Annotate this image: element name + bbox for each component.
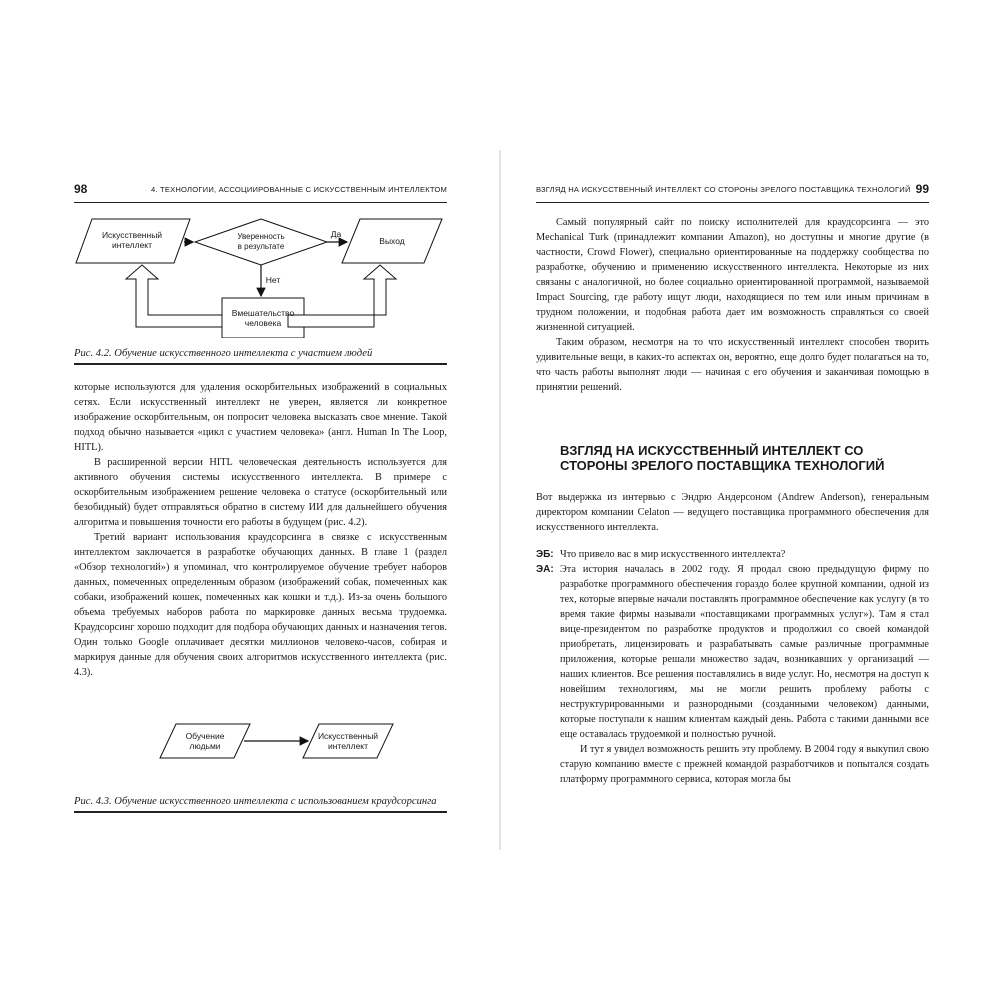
confidence-label: Уверенность в результате [237,232,285,251]
interview [536,547,929,787]
left-body [74,380,447,680]
right-page-number: 99 [915,182,929,196]
paragraph: Самый популярный сайт по поиску исполнителей для краудсорсинга — это Mechanical Turk (принадлежит компании Amazon), но доступны и многие другие (в частности, Crowd Flower), специально ориентированные на поддержку сообщества по разработке, обучению и применению искусственного интеллекта. Некоторые из них связаны с аналогичной, но более социально ориентированной программой, называемой Impact Sourcing, где работу ищут люди, находящиеся по тем или иным причинам в трудном положении, и подобная работа дает им возможность справляться со своей жизненной ситуацией. [536,217,929,333]
right-body [536,215,929,395]
left-page [74,180,447,813]
paragraph: В расширенной версии HITL человеческая деятельность используется для активного обучения системы искусственного интеллекта. В примере с оскорбительным изображением решение человека о статусе (оскорбительный или безобидный) будет отправляться обратно в систему ИИ для дальнейшего обучения алгоритма и повышения точности его работы в будущем (рис. 4.2). [74,457,447,528]
right-page [536,180,929,787]
speaker-label: ЭА: [536,564,554,575]
figure-4-2-caption: Рис. 4.2. Обучение искусственного интеллекта с участием людей [74,346,447,365]
book-spine [499,150,501,850]
right-page-header [536,180,929,203]
ai-label-2: Искусственный интеллект [317,731,379,751]
human-to-output-arrow [288,265,396,327]
figure-4-3 [74,716,447,776]
left-page-number: 98 [74,182,88,196]
paragraph: Таким образом, несмотря на то что искусственный интеллект способен творить удивительные вещи, в каких-то аспектах он, вероятно, еще долго будет полагаться на то, что часть работы выполнят люди — начиная с его обучения и заканчивая помощью в принятии решений. [536,337,929,393]
answer-continuation: И тут я увидел возможность решить эту проблему. В 2004 году я выкупил свою старую компанию вместе с прежней командой разработчиков и попытался создать платформу программного сервиса, которая могла бы [560,744,929,785]
section-heading: ВЗГЛЯД НА ИСКУССТВЕННЫЙ ИНТЕЛЛЕКТ СО СТОРОНЫ ЗРЕЛОГО ПОСТАВЩИКА ТЕХНОЛОГИЙ [560,443,885,473]
figure-4-3-diagram [74,716,447,776]
interview-answer [536,562,929,787]
figure-4-3-caption: Рис. 4.3. Обучение искусственного интеллекта с использованием краудсорсинга [74,794,447,813]
ai-label: Искусственный интеллект [101,230,163,250]
speaker-label: ЭБ: [536,549,554,560]
paragraph: Третий вариант использования краудсорсинга в связке с искусственным интеллектом заключается в разработке обучающих данных. В главе 1 (раздел «Обзор технологий») я упоминал, что контролируемое обучение требует наборов данных, помеченных определенным образом (изображений собак, помеченных как собаки, изображений кошек, помеченных как кошки и т.д.). Из-за очень большого объема требуемых наборов работа по маркировке данных весьма трудоемка. Краудсорсинг хорошо подходит для подбора обучающих данных и назначения тегов. Один только Google оплачивает десятки миллионов человеко-часов, собирая и маркируя данные для обучения своих алгоритмов искусственного интеллекта (рис. 4.3). [74,532,447,678]
output-label: Выход [379,236,405,246]
answer-text: Эта история началась в 2002 году. Я продал свою предыдущую фирму по разработке программного обеспечения гораздо более крупной компании, одной из тех, которые впервые начали поставлять программное обеспечение как услугу (в то время такие фирмы называли «поставщиками программных услуг»). Там я стал вице-президентом по разработке продуктов и продолжил со своей командой приобретать, лицензировать и разрабатывать самые различные программные приложения, которые решали множество задач, возникавших у организаций — наших клиентов. Все решения поставлялись в виде услуг. Но, несмотря на доступ к новейшим технологиям, мы не могли решить проблему работы с неструктурированными и разнородными (созданными человеком) данными, которые поступали к нашим клиентам каждый день. Работа с такими данными все еще оставалась трудоемкой и полностью ручной. [560,564,929,740]
human-label: Вмешательство человека [231,308,295,328]
right-running-title: ВЗГЛЯД НА ИСКУССТВЕННЫЙ ИНТЕЛЛЕКТ СО СТОРОНЫ ЗРЕЛОГО ПОСТАВЩИКА ТЕХНОЛОГИЙ [536,185,911,194]
yes-label: Да [330,229,342,239]
left-page-header [74,180,447,203]
people-label: Обучение людьми [185,731,225,751]
interview-intro: Вот выдержка из интервью с Эндрю Андерсоном (Andrew Anderson), генеральным директором компании Celaton — ведущего поставщика программного обеспечения для искусственного интеллекта. [536,492,929,533]
question-text: Что привело вас в мир искусственного интеллекта? [560,549,786,560]
no-label: Нет [265,275,281,285]
figure-4-2 [74,203,447,338]
human-to-ai-arrow [126,265,222,327]
interview-question [536,547,929,562]
paragraph: которые используются для удаления оскорбительных изображений в социальных сетях. Если искусственный интеллект не уверен, является ли конкретное изображение оскорбительным, он попросит человека высказать свое мнение. Такой подход обычно называется «цикл с участием человека» (англ. Human In The Loop, HITL). [74,382,447,453]
left-running-title: 4. ТЕХНОЛОГИИ, АССОЦИИРОВАННЫЕ С ИСКУССТВЕННЫМ ИНТЕЛЛЕКТОМ [150,185,447,194]
